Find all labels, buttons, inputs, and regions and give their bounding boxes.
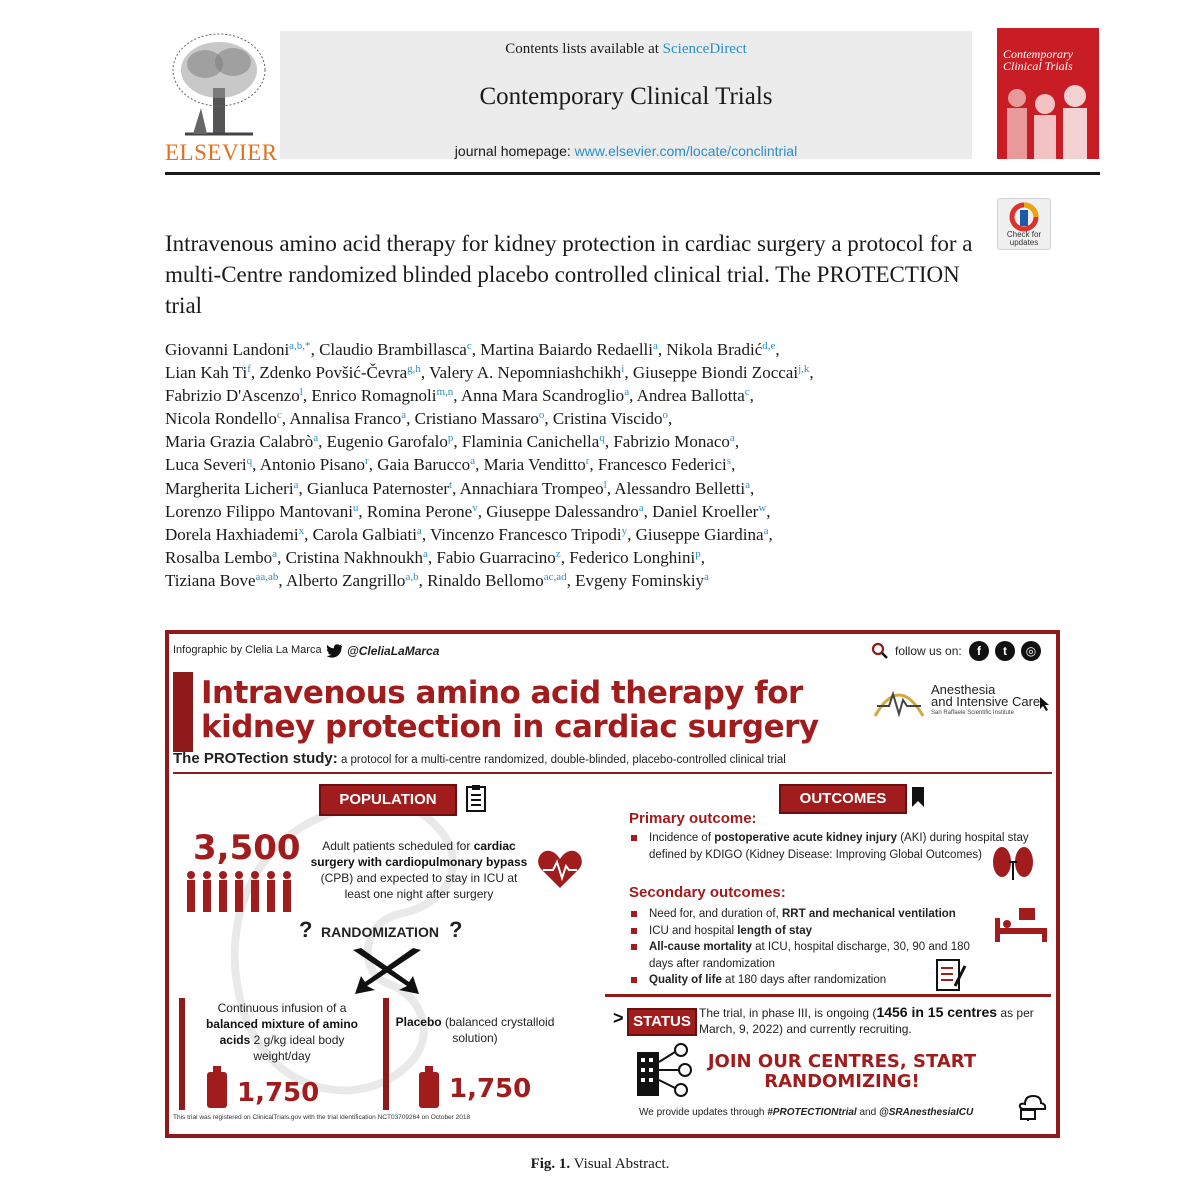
cover-figures-icon [997, 28, 1099, 159]
author-name[interactable]: Anna Mara Scandroglio [460, 386, 625, 406]
outcomes-label: OUTCOMES [779, 784, 907, 814]
primary-outcome-item [629, 830, 1049, 863]
heart-icon [537, 848, 583, 890]
author-affiliation[interactable]: a [313, 432, 319, 445]
author-name[interactable]: Giuseppe Dalessandro [486, 501, 639, 521]
author-affiliation[interactable]: o [538, 409, 545, 422]
journal-header-box [280, 31, 972, 159]
author-name[interactable]: Cristina Nakhnoukh [285, 547, 423, 567]
join-line-1: JOIN OUR CENTRES, START [707, 1051, 977, 1072]
author-affiliation[interactable]: a [704, 570, 709, 583]
arm1-text-bold: balanced mixture of amino acids [205, 1017, 359, 1047]
subtitle-divider [173, 772, 1052, 774]
arm2-accent-bar [383, 998, 389, 1110]
author-name[interactable]: Daniel Kroeller [652, 501, 759, 521]
author-name[interactable]: Maria Grazia Calabrò [165, 432, 314, 452]
author-name[interactable]: Francesco Federici [597, 455, 727, 475]
placebo-bag-icon [417, 1066, 441, 1110]
author-name[interactable]: Carola Galbiati [312, 524, 417, 544]
hashtag-link[interactable]: #PROTECTIONtrial [767, 1107, 857, 1118]
author-affiliation[interactable]: v [472, 501, 478, 514]
author-name[interactable]: Vincenzo Francesco Tripodi [430, 524, 622, 544]
network-building-icon [635, 1042, 695, 1098]
sec2-text: ICU and hospital [649, 924, 735, 937]
hospital-bed-icon [993, 908, 1049, 944]
status-label: STATUS [627, 1008, 697, 1036]
author-name[interactable]: Cristina Viscido [552, 409, 663, 429]
author-affiliation[interactable]: s [726, 455, 732, 468]
secondary-outcomes-list [629, 906, 984, 989]
secondary-outcomes-heading: Secondary outcomes: [629, 884, 786, 901]
sec1-bold: RRT and mechanical ventilation [782, 908, 956, 920]
author-affiliation[interactable]: c [466, 340, 472, 352]
search-icon [871, 642, 889, 660]
author-affiliation[interactable]: l [603, 478, 607, 491]
author-affiliation[interactable]: y [621, 524, 628, 537]
logo-line-1: Anesthesia [931, 682, 996, 697]
author-affiliation[interactable]: t [449, 478, 453, 491]
facebook-icon[interactable]: f [969, 641, 989, 661]
population-count: 3,500 [193, 828, 301, 868]
author-affiliation[interactable]: a [653, 340, 658, 352]
instagram-icon[interactable]: ◎ [1021, 641, 1041, 661]
author-line: Lian Kah Ti$^f$, Zdenko Povšić-Čevra$^{g,h}$, Valery A. Nepomniashchikh$^i$, Giuseppe Biondi Zoccai$^{j,k}$, [165, 363, 814, 383]
follow-us-label: follow us on: [895, 644, 962, 658]
tree-icon [165, 28, 275, 140]
author-affiliation[interactable]: a,b [405, 570, 419, 583]
author-name[interactable]: Nicola Rondello [165, 409, 277, 429]
join-call-to-action [707, 1052, 977, 1092]
author-name[interactable]: Nikola Bradić [666, 340, 763, 359]
author-name[interactable]: Martina Baiardo Redaelli [480, 340, 654, 359]
status-text-bold: 1456 in 15 centres [876, 1004, 998, 1020]
author-affiliation[interactable]: c [744, 386, 750, 399]
journal-header [165, 28, 1100, 168]
sec4-text: at 180 days after randomization [725, 974, 887, 986]
question-mark-left: ? [299, 917, 313, 942]
author-line: Fabrizio D'Ascenzo$^l$, Enrico Romagnoli$^{m,n}$, Anna Mara Scandroglio$^a$, Andrea Ballotta$^c$, [165, 386, 754, 406]
author-name[interactable]: Evgeny Fominskiy [575, 570, 705, 590]
author-affiliation[interactable]: q [246, 455, 253, 468]
iv-bag-icon [205, 1066, 229, 1110]
author-name[interactable]: Lian Kah Ti [165, 363, 248, 383]
population-label: POPULATION [319, 784, 457, 816]
primary-text-bold: postoperative acute kidney injury [714, 832, 897, 844]
author-name[interactable]: Annachiara Trompeo [459, 478, 604, 498]
infographic-credit: Infographic by Clelia La Marca [173, 644, 322, 656]
account-link[interactable]: @SRAnesthesiaICU [878, 1107, 974, 1118]
sciencedirect-link[interactable]: ScienceDirect [662, 41, 747, 57]
author-name[interactable]: Giuseppe Giardina [635, 524, 764, 544]
author-affiliation[interactable]: a [416, 524, 422, 537]
check-updates-icon [1009, 202, 1039, 232]
author-affiliation[interactable]: i [621, 363, 625, 376]
arm1-text-2: 2 g/kg ideal body weight/day [253, 1033, 345, 1063]
clipboard-icon [465, 784, 487, 812]
twitter-bird-icon [327, 644, 343, 658]
author-affiliation[interactable]: x [298, 524, 305, 537]
author-affiliation[interactable]: a [470, 455, 476, 468]
question-mark-right: ? [449, 917, 463, 942]
journal-cover [997, 28, 1099, 159]
author-name[interactable]: Flaminia Canichella [461, 432, 600, 452]
author-line: Maria Grazia Calabrò$^a$, Eugenio Garofalo$^p$, Flaminia Canichella$^q$, Fabrizio Monaco$^a$, [165, 432, 740, 452]
journal-title: Contemporary Clinical Trials [479, 83, 773, 110]
twitter-handle[interactable]: @CleliaLaMarca [347, 644, 440, 658]
logo-line-2: and Intensive Care [931, 694, 1041, 709]
author-affiliation[interactable]: m,n [436, 386, 454, 399]
chevron-right-icon: > [613, 1008, 624, 1028]
logo-subtitle: San Raffaele Scientific Institute [931, 710, 1014, 716]
author-affiliation[interactable]: d,e [762, 340, 776, 352]
author-name[interactable]: Giuseppe Biondi Zoccai [632, 363, 799, 383]
author-name[interactable]: Giovanni Landoni [165, 340, 290, 359]
infographic-title-line-2: kidney protection in cardiac surgery [201, 709, 819, 745]
author-affiliation[interactable]: aa,ab [255, 570, 279, 583]
study-subtitle [173, 750, 786, 767]
caption-label: Fig. 1. [530, 1156, 571, 1172]
population-text-bold: cardiac surgery with cardiopulmonary bypass [310, 839, 528, 869]
elsevier-logo [165, 28, 278, 165]
author-affiliation[interactable]: a [638, 501, 644, 514]
study-description: a protocol for a multi-centre randomized, double-blinded, placebo-controlled clinical trial [340, 754, 786, 766]
author-affiliation[interactable]: w [758, 501, 767, 514]
author-affiliation[interactable]: g,h [407, 363, 421, 376]
anesthesia-logo-icon [871, 680, 927, 720]
status-text-2: as per March, 9, 2022) and currently recruiting. [699, 1006, 1034, 1036]
secondary-outcome-item [629, 923, 984, 940]
author-name[interactable]: Alessandro Belletti [614, 478, 746, 498]
arm1-description [197, 1000, 367, 1064]
article-title: Intravenous amino acid therapy for kidney protection in cardiac surgery a protocol for a multi-Centre randomized blinded placebo controlled clinical trial. The PROTECTION trial [165, 231, 973, 318]
arm2-text-bold: Placebo [395, 1015, 442, 1029]
author-name[interactable]: Tiziana Bove [165, 570, 256, 590]
secondary-outcome-item [629, 906, 984, 923]
cover-title: Contemporary Clinical Trials [1003, 47, 1073, 73]
secondary-outcome-item [629, 939, 984, 972]
checklist-icon [935, 956, 967, 992]
author-name[interactable]: Maria Venditto [483, 455, 586, 475]
author-name[interactable]: Fabio Guarracino [436, 547, 556, 567]
updates-text: We provide updates through [639, 1107, 765, 1118]
author-line: Margherita Licheri$^a$, Gianluca Paternoster$^t$, Annachiara Trompeo$^l$, Alessandro Belletti$^a$, [165, 478, 755, 498]
author-line: Lorenzo Filippo Mantovani$^u$, Romina Perone$^v$, Giuseppe Dalessandro$^a$, Daniel Kroeller$^w$, [165, 501, 771, 521]
secondary-outcome-item [629, 972, 984, 989]
author-affiliation[interactable]: a,b,* [289, 340, 311, 352]
author-line: Giovanni Landoni$^{a,b,*}$, Claudio Brambillasca$^c$, Martina Baiardo Redaelli$^a$, Nikola Bradić$^{d,e}$, [165, 340, 780, 359]
author-affiliation[interactable]: r [365, 455, 369, 468]
primary-text-2: (AKI) during hospital stay defined by KDIGO (Kidney Disease: Improving Global Outcomes) [649, 832, 1029, 861]
publisher-name: ELSEVIER [165, 140, 278, 165]
author-affiliation[interactable]: ac,ad [543, 570, 567, 583]
arm2-count: 1,750 [449, 1074, 532, 1104]
title-accent-bar [173, 672, 193, 752]
author-name[interactable]: Rosalba Lembo [165, 547, 273, 567]
author-name[interactable]: Alberto Zangrillo [285, 570, 406, 590]
check-updates-label: Check for updates [1006, 230, 1042, 247]
author-name[interactable]: Romina Perone [366, 501, 473, 521]
cursor-icon [1039, 696, 1053, 712]
author-affiliation[interactable]: c [276, 409, 282, 422]
updates-line [639, 1107, 973, 1118]
cloud-computer-icon [1017, 1092, 1047, 1122]
author-affiliation[interactable]: a [272, 547, 278, 560]
status-divider [605, 994, 1051, 997]
arm1-accent-bar [179, 998, 185, 1110]
sec3-text: at ICU, hospital discharge, 30, 90 and 180 days after randomization [649, 941, 970, 970]
homepage-link[interactable]: www.elsevier.com/locate/conclintrial [574, 143, 798, 159]
author-name[interactable]: Antonio Pisano [259, 455, 366, 475]
arm2-description [395, 1014, 555, 1046]
population-description [309, 838, 529, 902]
author-name[interactable]: Zdenko Povšić-Čevra [259, 363, 408, 383]
status-text [699, 1004, 1049, 1037]
author-name[interactable]: Lorenzo Filippo Mantovani [165, 501, 353, 521]
author-name[interactable]: Andrea Ballotta [636, 386, 745, 406]
population-text-2: (CPB) and expected to stay in ICU at least one night after surgery [320, 871, 518, 901]
author-affiliation[interactable]: z [555, 547, 561, 560]
author-name[interactable]: Gaia Barucco [377, 455, 471, 475]
join-line-2: RANDOMIZING! [764, 1071, 920, 1092]
check-for-updates-button[interactable] [997, 198, 1051, 250]
author-name[interactable]: Valery A. Nepomniashchikh [429, 363, 622, 383]
header-divider [165, 172, 1100, 175]
author-name[interactable]: Enrico Romagnoli [311, 386, 437, 406]
author-affiliation[interactable]: j,k [798, 363, 810, 376]
sec3-bold: All-cause mortality [649, 941, 752, 953]
homepage-line [280, 143, 972, 159]
author-affiliation[interactable]: a [293, 478, 299, 491]
author-affiliation[interactable]: a [401, 409, 407, 422]
author-affiliation[interactable]: q [599, 432, 605, 445]
author-name[interactable]: Gianluca Paternoster [306, 478, 450, 498]
author-name[interactable]: Federico Longhini [569, 547, 696, 567]
people-group-icon [183, 870, 303, 912]
contents-line [280, 41, 972, 58]
crossing-arrows-icon [347, 946, 427, 996]
author-name[interactable]: Annalisa Franco [289, 409, 402, 429]
author-line: Luca Severi$^q$, Antonio Pisano$^r$, Gaia Barucco$^a$, Maria Venditto$^r$, Francesco Federici$^s$, [165, 455, 736, 475]
primary-outcome-list [629, 830, 1049, 863]
kidneys-icon [991, 844, 1035, 880]
author-line: Nicola Rondello$^c$, Annalisa Franco$^a$, Cristiano Massaro$^o$, Cristina Viscido$^o$, [165, 409, 673, 429]
author-name[interactable]: Margherita Licheri [165, 478, 294, 498]
registration-footnote: This trial was registered on ClinicalTrials.gov with the trial identification NCT03709264 on October 2018 [173, 1114, 471, 1121]
author-line: Tiziana Bove$^{aa,ab}$, Alberto Zangrillo$^{a,b}$, Rinaldo Bellomo$^{ac,ad}$, Evgeny Fominskiy$^a$ [165, 570, 709, 590]
arm1-text-1: Continuous infusion of a [217, 1001, 347, 1015]
author-list [165, 338, 995, 592]
caption-text: Visual Abstract. [573, 1156, 670, 1172]
author-name[interactable]: Luca Severi [165, 455, 247, 475]
author-affiliation[interactable]: u [352, 501, 359, 514]
author-affiliation[interactable]: p [695, 547, 701, 560]
author-affiliation[interactable]: a [422, 547, 428, 560]
twitter-icon[interactable]: t [995, 641, 1015, 661]
author-name[interactable]: Claudio Brambillasca [319, 340, 467, 359]
author-affiliation[interactable]: p [447, 432, 454, 445]
infographic-title [201, 676, 881, 744]
figure-caption [0, 1156, 1200, 1173]
randomization-label: RANDOMIZATION [321, 924, 439, 940]
author-affiliation[interactable]: a [729, 432, 735, 445]
author-name[interactable]: Fabrizio Monaco [613, 432, 730, 452]
author-name[interactable]: Dorela Haxhiademi [165, 524, 299, 544]
sec2-bold: length of stay [737, 924, 812, 937]
population-text-1: Adult patients scheduled for [322, 839, 471, 853]
arm1-count: 1,750 [237, 1078, 320, 1108]
author-affiliation[interactable]: f [247, 363, 251, 376]
author-name[interactable]: Cristiano Massaro [414, 409, 539, 429]
author-affiliation[interactable]: a [763, 524, 769, 537]
author-affiliation[interactable]: r [585, 455, 590, 468]
sec4-bold: Quality of life [649, 974, 722, 986]
visual-abstract [165, 630, 1060, 1138]
author-affiliation[interactable]: a [624, 386, 630, 399]
author-line: Rosalba Lembo$^a$, Cristina Nakhnoukh$^a$, Fabio Guarracino$^z$, Federico Longhini$^p$, [165, 547, 705, 567]
updates-and: and [859, 1107, 877, 1118]
study-name: The PROTection study: [173, 750, 338, 767]
author-name[interactable]: Rinaldo Bellomo [427, 570, 544, 590]
author-line: Dorela Haxhiademi$^x$, Carola Galbiati$^a$, Vincenzo Francesco Tripodi$^y$, Giuseppe Giardina$^a$, [165, 524, 773, 544]
infographic-title-line-1: Intravenous amino acid therapy for [201, 675, 803, 711]
author-affiliation[interactable]: l [299, 386, 303, 399]
primary-text-1: Incidence of [649, 832, 712, 844]
arm2-text-2: (balanced crystalloid solution) [444, 1015, 555, 1045]
status-text-1: The trial, in phase III, is ongoing ( [699, 1006, 877, 1020]
author-affiliation[interactable]: a [745, 478, 750, 491]
anesthesia-logo-text [931, 684, 1040, 708]
bookmark-icon [911, 786, 925, 808]
author-name[interactable]: Eugenio Garofalo [326, 432, 448, 452]
author-affiliation[interactable]: o [662, 409, 668, 422]
sec1-text: Need for, and duration of, [649, 908, 779, 920]
author-name[interactable]: Fabrizio D'Ascenzo [165, 386, 300, 406]
homepage-prefix: journal homepage: [454, 143, 571, 159]
primary-outcome-heading: Primary outcome: [629, 810, 757, 827]
contents-prefix: Contents lists available at [505, 41, 659, 57]
